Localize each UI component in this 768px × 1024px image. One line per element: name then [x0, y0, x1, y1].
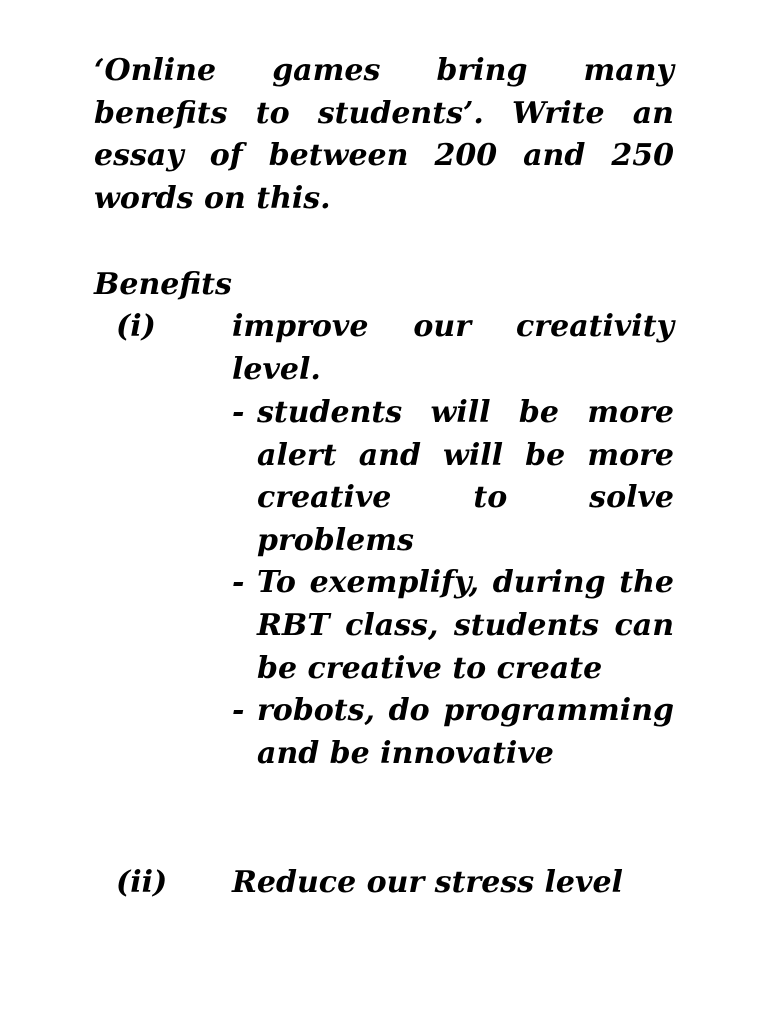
point-numeral: (ii)	[116, 865, 168, 900]
sub-point-item	[232, 392, 674, 562]
sub-point-marker: -	[232, 565, 245, 601]
sub-point-list	[232, 392, 674, 775]
point-text: improve our creativity level.	[232, 309, 674, 387]
sub-point-item	[232, 562, 674, 690]
point-numeral: (i)	[116, 309, 156, 344]
sub-point-marker: -	[232, 693, 245, 729]
sub-point-item	[232, 690, 674, 775]
sub-point-marker: -	[232, 395, 245, 430]
essay-prompt: ‘Online games bring many benefits to students’. Write an essay of between 200 and 250 words on this.	[94, 53, 674, 216]
benefits-heading: Benefits	[94, 267, 232, 302]
point-text: Reduce our stress level	[232, 865, 623, 900]
sub-point-text: students will be more alert and will be more creative to solve problems	[257, 395, 674, 558]
sub-point-text: To exemplify, during the RBT class, students can be creative to create	[257, 565, 674, 686]
sub-point-text: robots, do programming and be innovative	[257, 693, 674, 771]
